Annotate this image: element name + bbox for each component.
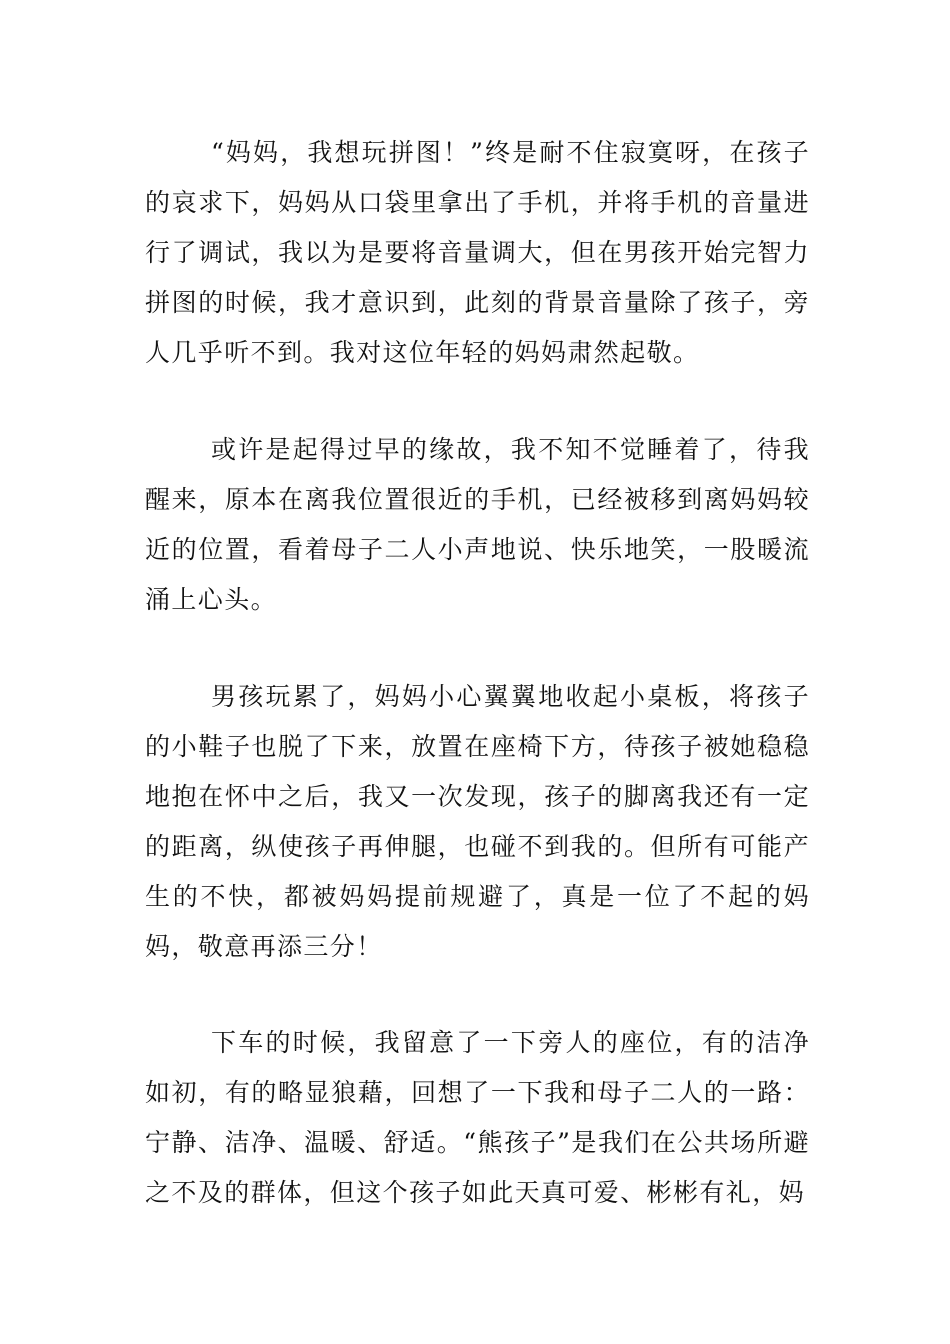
paragraph-4: 下车的时候，我留意了一下旁人的座位，有的洁净如初，有的略显狼藉，回想了一下我和母子二人的一路：宁静、洁净、温暖、舒适。“熊孩子”是我们在公共场所避之不及的群体，但这个孩子如此天真可爱、彬彬有礼，妈 <box>145 1028 810 1207</box>
paragraph-2: 或许是起得过早的缘故，我不知不觉睡着了，待我醒来，原本在离我位置很近的手机，已经被移到离妈妈较近的位置，看着母子二人小声地说、快乐地笑，一股暖流涌上心头。 <box>145 435 810 614</box>
paragraph-1: “妈妈，我想玩拼图！”终是耐不住寂寞呀，在孩子的哀求下，妈妈从口袋里拿出了手机，并将手机的音量进行了调试，我以为是要将音量调大，但在男孩开始完智力拼图的时候，我才意识到，此刻的背景音量除了孩子，旁人几乎听不到。我对这位年轻的妈妈肃然起敬。 <box>145 138 810 367</box>
paragraph-3: 男孩玩累了，妈妈小心翼翼地收起小桌板，将孩子的小鞋子也脱了下来，放置在座椅下方，待孩子被她稳稳地抱在怀中之后，我又一次发现，孩子的脚离我还有一定的距离，纵使孩子再伸腿，也碰不到我的。但所有可能产生的不快，都被妈妈提前规避了，真是一位了不起的妈妈，敬意再添三分！ <box>145 682 810 961</box>
